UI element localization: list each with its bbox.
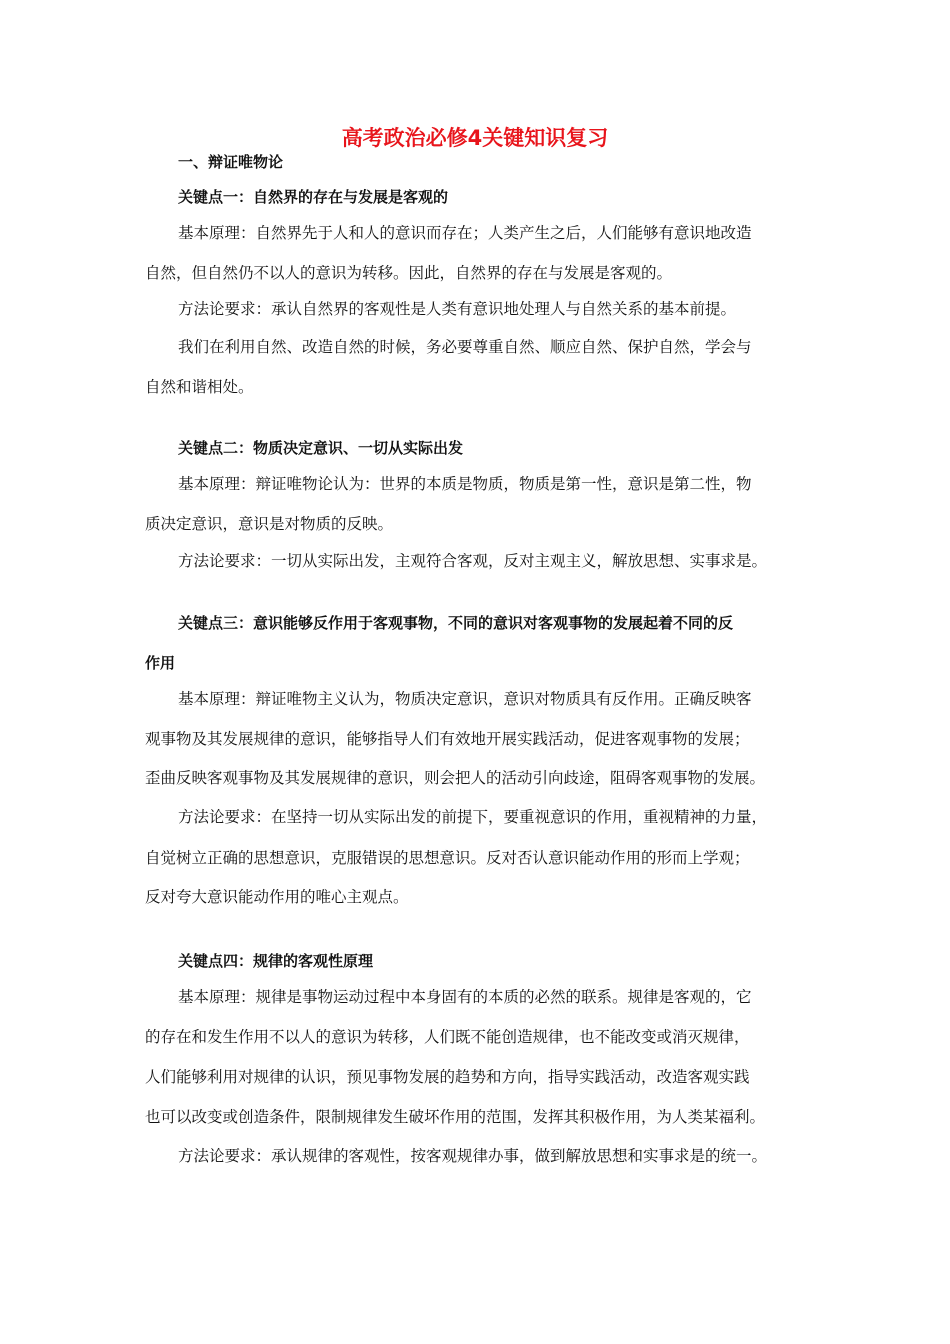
kp4-principle-line-2: 的存在和发生作用不以人的意识为转移，人们既不能创造规律，也不能改变或消灭规律，	[145, 1028, 750, 1046]
kp3-method-line-2: 自觉树立正确的思想意识，克服错误的思想意识。反对否认意识能动作用的形而上学观；	[145, 849, 750, 867]
kp3-principle-line-2: 观事物及其发展规律的意识，能够指导人们有效地开展实践活动，促进客观事物的发展；	[145, 730, 750, 748]
kp1-principle-line-1: 基本原理：自然界先于人和人的意识而存在；人类产生之后，人们能够有意识地改造	[178, 224, 752, 242]
kp2-principle-line-1: 基本原理：辩证唯物论认为：世界的本质是物质，物质是第一性，意识是第二性，物	[178, 475, 752, 493]
keypoint-2-heading: 关键点二：物质决定意识、一切从实际出发	[178, 439, 464, 457]
kp2-principle-line-2: 质决定意识，意识是对物质的反映。	[145, 515, 394, 533]
kp3-principle-line-1: 基本原理：辩证唯物主义认为，物质决定意识，意识对物质具有反作用。正确反映客	[178, 690, 752, 708]
keypoint-1-heading: 关键点一：自然界的存在与发展是客观的	[178, 188, 449, 206]
kp4-method-line: 方法论要求：承认规律的客观性，按客观规律办事，做到解放思想和实事求是的统一。	[178, 1147, 768, 1165]
section-heading: 一、辩证唯物论	[178, 153, 284, 171]
document-title: 高考政治必修4关键知识复习	[341, 126, 609, 150]
keypoint-4-heading: 关键点四：规律的客观性原理	[178, 952, 374, 970]
kp4-principle-line-1: 基本原理：规律是事物运动过程中本身固有的本质的必然的联系。规律是客观的，它	[178, 988, 752, 1006]
kp2-method-line: 方法论要求：一切从实际出发，主观符合客观，反对主观主义，解放思想、实事求是。	[178, 552, 768, 570]
kp1-method-line: 方法论要求：承认自然界的客观性是人类有意识地处理人与自然关系的基本前提。	[178, 300, 737, 318]
kp4-principle-line-4: 也可以改变或创造条件，限制规律发生破坏作用的范围，发挥其积极作用，为人类某福利。	[145, 1108, 766, 1126]
kp3-method-line-1: 方法论要求：在坚持一切从实际出发的前提下，要重视意识的作用，重视精神的力量，	[178, 808, 768, 826]
keypoint-3-heading-line-2: 作用	[145, 654, 176, 672]
kp1-method-extra-line-1: 我们在利用自然、改造自然的时候，务必要尊重自然、顺应自然、保护自然，学会与	[178, 338, 752, 356]
kp4-principle-line-3: 人们能够利用对规律的认识，预见事物发展的趋势和方向，指导实践活动，改造客观实践	[145, 1068, 750, 1086]
kp1-principle-line-2: 自然，但自然仍不以人的意识为转移。因此，自然界的存在与发展是客观的。	[145, 264, 673, 282]
kp1-method-extra-line-2: 自然和谐相处。	[145, 378, 254, 396]
kp3-method-line-3: 反对夸大意识能动作用的唯心主观点。	[145, 888, 409, 906]
kp3-principle-line-3: 歪曲反映客观事物及其发展规律的意识，则会把人的活动引向歧途，阻碍客观事物的发展。	[145, 769, 766, 787]
keypoint-3-heading-line-1: 关键点三：意识能够反作用于客观事物，不同的意识对客观事物的发展起着不同的反	[178, 614, 734, 632]
